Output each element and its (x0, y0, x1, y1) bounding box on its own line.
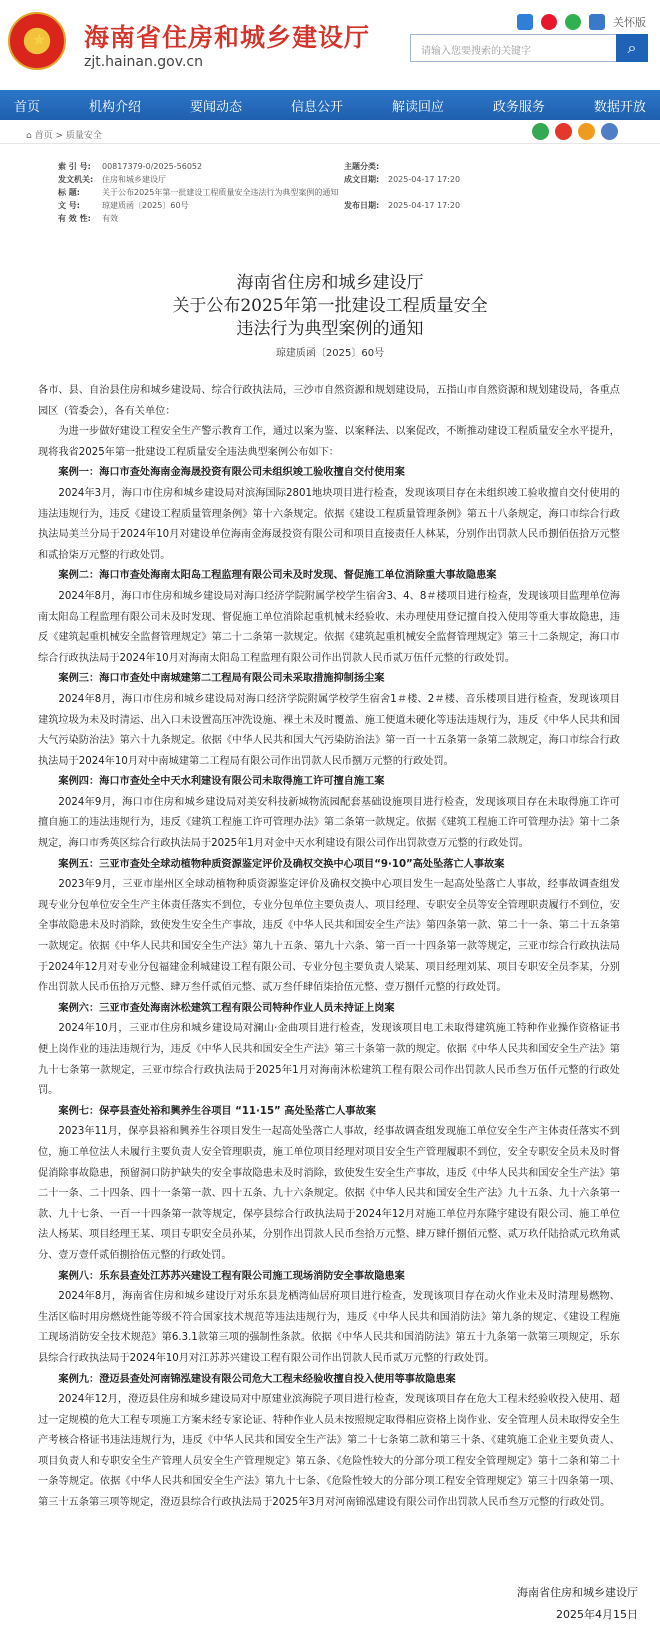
case-heading: 案例八：乐东县查处江苏苏兴建设工程有限公司施工现场消防安全事故隐患案 (58, 1270, 405, 1282)
paragraph: 2023年11月，保亭县裕和興养生谷项目发生一起高处坠落亡人事故，经事故调查组发现施工单位安全生产主体责任落实不到位，施工单位法人未履行主要负责人安全管理职责，施工单位项目经理对项目安全生产管理履职不到位，安全专职安全员未及时督促消除事故隐患，预留洞口防护缺失的安全事故隐患未及时消除，致使发生安全生产事故，违反《中华人民共和国安全生产法》第二十一条、二十四条、四十一条第一款、四十五条、九十六条规定。依据《中华人民共和国安全生产法》九十五条、九十六条第一款、九十七条、一百一十四条第一款等规定，保亭县综合行政执法局于2024年12月对施工单位丹东隆宇建设有限公司、施工单位法人杨某、项目经理王某、项目专职安全员孙某，分别作出罚款人民币叁拾万元整、肆万肆仟捌佰元整、贰万玖仟陆拾贰元玖角贰分、壹万壹仟贰佰捌拾伍元整的行政处罚。 (38, 1126, 620, 1261)
number-label: 文 号: (58, 201, 80, 210)
weibo-share-icon[interactable] (555, 123, 572, 140)
national-emblem-icon: ★ (8, 12, 66, 70)
publish-value: 2025-04-17 17:20 (388, 201, 461, 210)
paragraph: 2024年8月，海口市住房和城乡建设局对海口经济学院附属学校学生宿舍1＃楼、2＃楼、音乐楼项目进行检查，发现该项目建筑垃圾为未及时清运、出入口未设置高压冲洗设施、裸土未及时覆盖、施工便道未硬化等违法违规行为，违反《中华人民共和国大气污染防治法》第六十九条规定。依据《中华人民共和国大气污染防治法》第一百一十五条第一条第二款规定，海口市综合行政执法局于2024年10月对中南城建第二工程局有限公司作出罚款人民币捌万元整的行政处罚。 (38, 693, 620, 767)
signature-date: 2025年4月15日 (556, 1607, 638, 1621)
title-value: 关于公布2025年第一批建设工程质量安全违法行为典型案例的通知 (102, 188, 339, 197)
paragraph: 2024年8月，海南省住房和城乡建设厅对乐东县龙栖湾仙居府项目进行检查，发现该项目存在动火作业未及时清理易燃物、生活区临时用房燃烧性能等级不符合国家技术规范等违法违规行为，违反《中华人民共和国消防法》第九条的规定、《建设工程施工现场消防安全技术规范》第6.3.1款第三项的强制性条款。依据《中华人民共和国消防法》第五十九条第一款第三项规定，乐东县综合行政执法局于2024年10月对江苏苏兴建设工程有限公司作出罚款人民币贰万元整的行政处罚。 (38, 1291, 620, 1364)
case-heading: 案例二：海口市查处海南太阳岛工程监理有限公司未及时发现、督促施工单位消除重大事故隐患案 (58, 570, 497, 582)
issuer-value: 住房和城乡建设厅 (102, 175, 166, 184)
paragraph: 2023年9月，三亚市崖州区全球动植物种质资源鉴定评价及确权交换中心项目发生一起高处坠落亡人事故，经事故调查组发现专业分包单位安全生产主体责任落实不到位，专业分包单位主要负责人、项目经理、专职安全员等安全管理职责履行不到位，安全事故隐患未及时消除，致使发生安全生产事故，违反《中华人民共和国安全生产法》第四条第一款、第二十一条、第二十五条第一款规定。依据《中华人民共和国安全生产法》第九十五条、第九十六条、第一百一十四条第一款等规定，三亚市综合行政执法局于2024年12月对专业分包福建金利城建设工程有限公司、专业分包主要负责人梁某、项目经理刘某、项目专职安全员李某，分别作出罚款人民币伍拾万元整、肆万叁仟贰佰元整、贰万叁仟肆佰柒拾伍元整、壹万捌仟元整的行政处罚。 (38, 879, 620, 994)
search-button[interactable] (616, 34, 648, 62)
case-heading: 案例一：海口市查处海南金海晟投资有限公司未组织竣工验收擅自交付使用案 (58, 467, 405, 479)
case-heading: 案例三：海口市查处中南城建第二工程局有限公司未采取措施抑制扬尘案 (58, 673, 385, 685)
document-metadata (58, 160, 608, 232)
document-number: 琼建质函〔2025〕60号 (275, 348, 385, 359)
nav-home[interactable]: 首页 (14, 99, 41, 115)
search-icon: ⌕ (627, 38, 637, 57)
case-heading: 案例四：海口市查处全中天水利建设有限公司未取得施工许可擅自施工案 (58, 776, 385, 788)
case-heading: 案例五：三亚市查处全球动植物种质资源鉴定评价及确权交换中心项目“9·10”高处坠落亡人事故案 (58, 858, 505, 870)
search-input[interactable]: 请输入您要搜索的关键字 (410, 34, 620, 62)
breadcrumb-home[interactable]: 首页 (34, 131, 53, 141)
document-title (0, 272, 660, 341)
main-nav (0, 90, 660, 120)
title-label: 标 题: (58, 188, 80, 197)
index-value: 00817379-0/2025-56052 (102, 162, 203, 171)
title-line-1: 海南省住房和城乡建设厅 (236, 273, 424, 293)
date-label: 成文日期: (344, 175, 380, 184)
case-heading: 案例九：澄迈县查处河南锦泓建设有限公司危大工程未经验收擅自投入使用等事故隐患案 (58, 1373, 456, 1385)
site-header (0, 0, 660, 90)
nav-open-data[interactable]: 数据开放 (593, 99, 646, 115)
paragraph: 各市、县、自治县住房和城乡建设局、综合行政执法局，三沙市自然资源和规划建设局，五指山市自然资源和规划建设局，各重点园区（管委会），各有关单位： (38, 385, 620, 417)
share-bar (532, 123, 618, 140)
document-body (38, 381, 620, 1514)
nav-info-disclosure[interactable]: 信息公开 (290, 99, 343, 115)
nav-organization[interactable]: 机构介绍 (88, 99, 141, 115)
nav-news[interactable]: 要闻动态 (189, 99, 242, 115)
signature (0, 1582, 638, 1626)
nav-services[interactable]: 政务服务 (492, 99, 545, 115)
paragraph: 2024年10月，三亚市住房和城乡建设局对澜山·金曲项目进行检查，发现该项目电工未取得建筑施工特种作业操作资格证书便上岗作业的违法违规行为，违反《中华人民共和国安全生产法》第三十条第一款的规定。依据《中华人民共和国安全生产法》第九十七条第一款规定，三亚市综合行政执法局于2025年1月对海南沐松建筑工程有限公司作出罚款人民币叁万伍仟元整的行政处罚。 (38, 1023, 620, 1097)
nav-interpretation[interactable]: 解读回应 (391, 99, 444, 115)
title-line-2: 关于公布2025年第一批建设工程质量安全 (172, 296, 488, 316)
date-value: 2025-04-17 17:20 (388, 175, 461, 184)
publish-label: 发布日期: (344, 201, 380, 210)
weibo-icon[interactable] (541, 14, 557, 30)
validity-value: 有效 (102, 214, 118, 223)
topic-label: 主题分类: (344, 162, 380, 171)
case-heading: 案例六：三亚市查处海南沐松建筑工程有限公司特种作业人员未持证上岗案 (58, 1002, 395, 1014)
paragraph: 2024年3月，海口市住房和城乡建设局对滨海国际2801地块项目进行检查，发现该项目存在未组织竣工验收擅自交付使用的违法违规行为，违反《建设工程质量管理条例》第十六条规定。依据《建设工程质量管理条例》第五十八条规定，海口市综合行政执法局美兰分局于2024年10月对建设单位海南金海晟投资有限公司和项目直接责任人林某，分别作出罚款人民币捌佰伍拾万元整和贰拾柒万元整的行政处罚。 (38, 487, 620, 561)
wechat-icon[interactable] (565, 14, 581, 30)
index-label: 索 引 号: (58, 162, 91, 171)
qzone-share-icon[interactable] (578, 123, 595, 140)
paragraph: 2024年8月，海口市住房和城乡建设局对海口经济学院附属学校学生宿舍3、4、8＃楼项目进行检查，发现该项目监理单位海南太阳岛工程监理有限公司未及时发现、督促施工单位消除起重机械未经验收、未办理使用登记擅自投入使用等重大事故隐患，违反《建筑起重机械安全监督管理规定》第二十二条第一款规定。依据《建筑起重机械安全监督管理规定》第三十二条规定，海口市综合行政执法局于2024年10月对海南太阳岛工程监理有限公司作出罚款人民币贰万伍仟元整的行政处罚。 (38, 590, 620, 664)
breadcrumb (0, 120, 660, 144)
paragraph: 2024年12月，澄迈县住房和城乡建设局对中原建业滨海院子项目进行检查，发现该项目存在危大工程未经验收投入使用、超过一定规模的危大工程专项施工方案未经专家论证、特种作业人员未按照规定取得相应资格上岗作业、安全管理人员未取得安全生产考核合格证书违法违规行为，违反《中华人民共和国安全生产法》第二十七条第二款和第三十条、《建筑施工企业主要负责人、项目负责人和专职安全生产管理人员安全生产管理规定》第五条、《危险性较大的分部分项工程安全管理规定》第十二条和第二十一条等规定。依据《中华人民共和国安全生产法》第九十七条、《危险性较大的分部分项工程安全管理规定》第三十四条第一项、第三十五条第三项等规定，澄迈县综合行政执法局于2025年3月对河南锦泓建设有限公司作出罚款人民币叁万元整的行政处罚。 (38, 1394, 620, 1509)
issuer-label: 发文机关: (58, 175, 94, 184)
title-line-3: 违法行为典型案例的通知 (236, 319, 424, 339)
elder-mode-link[interactable]: 关怀版 (613, 16, 646, 29)
signature-org: 海南省住房和城乡建设厅 (517, 1585, 638, 1599)
home-icon: ⌂ (26, 131, 32, 141)
top-toolbar (517, 14, 646, 30)
mobile-icon[interactable] (517, 14, 533, 30)
number-value: 琼建质函〔2025〕60号 (102, 201, 189, 210)
site-title[interactable]: 海南省住房和城乡建设厅 (84, 23, 371, 52)
paragraph: 为进一步做好建设工程安全生产警示教育工作，通过以案为鉴、以案释法、以案促改，不断推动建设工程质量安全水平提升，现将我省2025年第一批建设工程质量安全违法典型案例公布如下： (38, 426, 620, 458)
validity-label: 有 效 性: (58, 214, 91, 223)
breadcrumb-separator: > (55, 131, 64, 141)
paragraph: 2024年9月，海口市住房和城乡建设局对美安科技新城物流园配套基础设施项目进行检查，发现该项目存在未取得施工许可擅自施工的违法违规行为，违反《建筑工程施工许可管理办法》第二条第一款规定。依据《建筑工程施工许可管理办法》第十二条规定，海口市秀英区综合行政执法局于2025年1月对金中天水利建设有限公司作出罚款壹万元整的行政处罚。 (38, 796, 620, 850)
accessibility-icon[interactable] (589, 14, 605, 30)
case-heading: 案例七：保亭县查处裕和興养生谷项目 “11·15” 高处坠落亡人事故案 (58, 1105, 376, 1117)
breadcrumb-section[interactable]: 质量安全 (65, 131, 102, 141)
print-icon[interactable] (601, 123, 618, 140)
wechat-share-icon[interactable] (532, 123, 549, 140)
site-url: zjt.hainan.gov.cn (84, 54, 203, 70)
